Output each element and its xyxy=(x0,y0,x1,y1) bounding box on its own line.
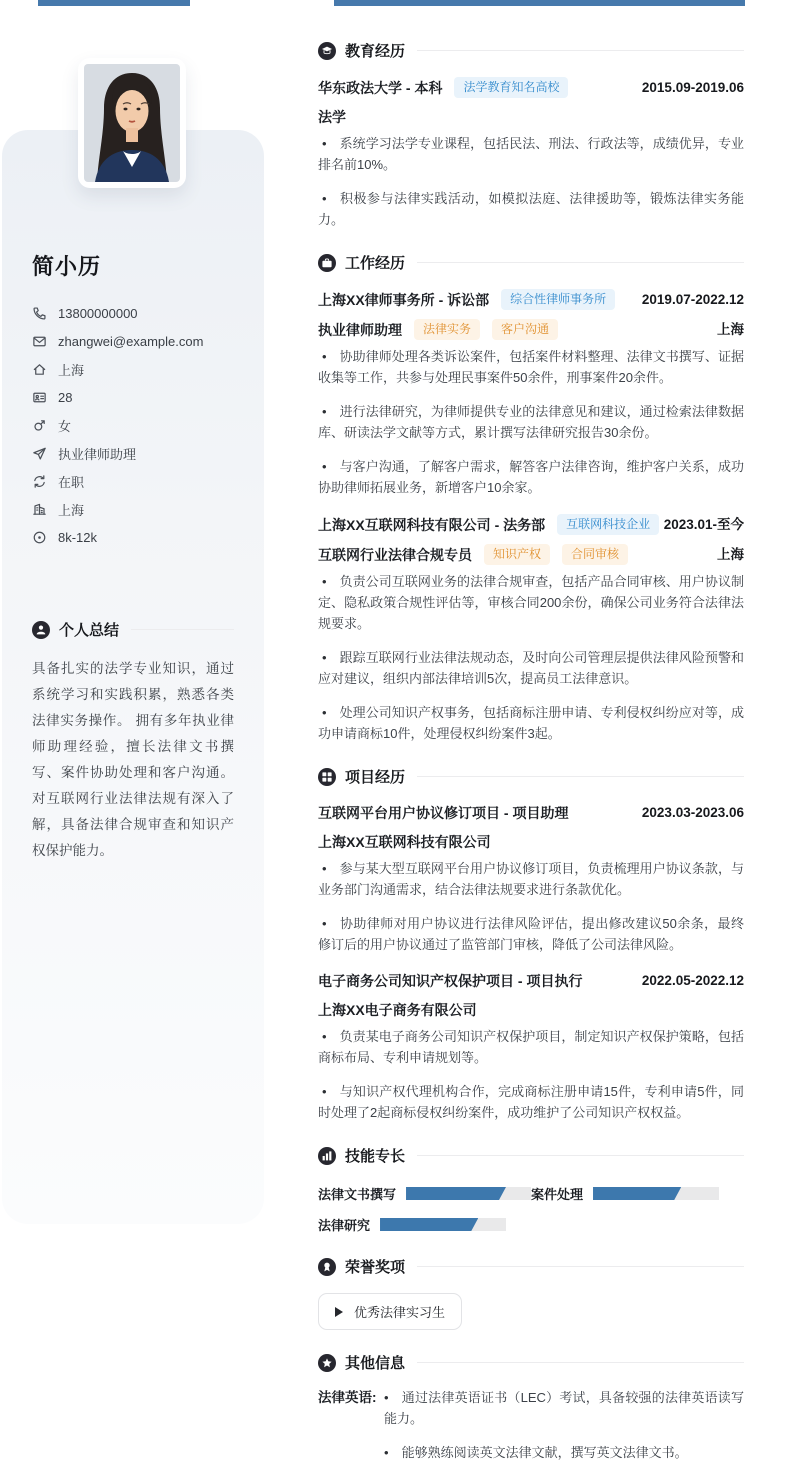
personal-summary-section xyxy=(32,619,234,864)
skills-grid xyxy=(318,1172,744,1234)
skill-item xyxy=(531,1184,744,1203)
skill-item xyxy=(318,1184,531,1203)
other-bullet: • 能够熟练阅读英文法律文献，撰写英文法律文书。 xyxy=(384,1442,744,1463)
contact-value: 8k-12k xyxy=(58,529,98,545)
work-bullet: • 进行法律研究，为律师提供专业的法律意见和建议，通过检索法律数据库、研读法学文献等方式，累计撰写法律研究报告30余份。 xyxy=(318,401,744,443)
contact-value: 女 xyxy=(58,418,72,434)
honor-item-button[interactable] xyxy=(318,1293,462,1330)
education-date: 2015.09-2019.06 xyxy=(641,79,744,95)
section-title: 荣誉奖项 xyxy=(345,1259,406,1276)
work-location: 上海 xyxy=(717,321,744,337)
skill-label: 案件处理 xyxy=(531,1187,584,1202)
skill-bar xyxy=(593,1187,719,1200)
contact-location xyxy=(32,355,234,383)
sidebar-accent-bar xyxy=(38,0,190,6)
other-info-row xyxy=(318,1387,744,1476)
grid-icon xyxy=(318,768,336,786)
work-bullet: • 负责公司互联网业务的法律合规审查，包括产品合同审核、用户协议制定、隐私政策合规性评估等，审核合同200余份，确保公司业务符合法律法规要求。 xyxy=(318,571,744,634)
contact-value: zhangwei@example.com xyxy=(58,333,204,349)
project-bullet: • 负责某电子商务公司知识产权保护项目，制定知识产权保护策略，包括商标布局、专利申请规划等。 xyxy=(318,1026,744,1068)
work-date: 2019.07-2022.12 xyxy=(641,291,744,307)
education-bullet: • 积极参与法律实践活动，如模拟法庭、法律援助等，锻炼法律实务能力。 xyxy=(318,188,744,230)
company-name: 上海XX互联网科技有限公司 - 法务部 xyxy=(318,516,546,533)
section-title: 其他信息 xyxy=(345,1355,406,1372)
contact-age xyxy=(32,383,234,411)
skill-bar-fill xyxy=(406,1187,506,1200)
section-divider xyxy=(417,1362,744,1363)
section-divider xyxy=(417,1155,744,1156)
contact-value: 13800000000 xyxy=(58,305,138,321)
contact-value: 在职 xyxy=(58,474,85,490)
project-bullet: • 参与某大型互联网平台用户协议修订项目，负责梳理用户协议条款，与业务部门沟通需求，结合法律法规要求进行条款优化。 xyxy=(318,858,744,900)
mail-icon xyxy=(32,334,47,349)
contact-job-intention xyxy=(32,439,234,467)
play-triangle-icon xyxy=(335,1307,343,1317)
section-divider xyxy=(417,1266,744,1267)
skill-bar xyxy=(406,1187,531,1200)
graduation-cap-icon xyxy=(318,42,336,60)
project-company: 上海XX互联网科技有限公司 xyxy=(318,834,491,850)
section-title: 教育经历 xyxy=(345,43,406,60)
education-bullet: • 系统学习法学专业课程，包括民法、刑法、行政法等，成绩优异，专业排名前10%。 xyxy=(318,133,744,175)
skill-bar-fill xyxy=(593,1187,681,1200)
other-bullet: • 通过法律英语证书（LEC）考试，具备较强的法律英语读写能力。 xyxy=(384,1387,744,1429)
home-icon xyxy=(32,362,47,377)
bar-chart-icon xyxy=(318,1147,336,1165)
section-divider xyxy=(131,629,234,630)
project-bullet: • 与知识产权代理机构合作，完成商标注册申请15件，专利申请5件，同时处理了2起商标侵权纠纷案件，成功维护了公司知识产权权益。 xyxy=(318,1081,744,1123)
work-bullet: • 跟踪互联网行业法律法规动态，及时向公司管理层提供法律风险预警和应对建议，组织内部法律培训5次，提高员工法律意识。 xyxy=(318,647,744,689)
section-title: 工作经历 xyxy=(345,255,406,272)
project-date: 2022.05-2022.12 xyxy=(641,973,744,988)
contact-city xyxy=(32,495,234,523)
gender-icon xyxy=(32,418,47,433)
skill-bar xyxy=(380,1218,506,1231)
skill-label: 法律研究 xyxy=(318,1218,371,1233)
briefcase-icon xyxy=(318,254,336,272)
person-icon xyxy=(32,621,50,639)
project-company: 上海XX电子商务有限公司 xyxy=(318,1002,477,1018)
other-info-bullets xyxy=(384,1387,744,1476)
resume-main-column xyxy=(318,0,744,1476)
contact-value: 上海 xyxy=(58,362,85,378)
work-entry xyxy=(318,514,744,744)
role-name: 互联网行业法律合规专员 xyxy=(318,546,472,563)
honors-section xyxy=(318,1256,744,1330)
contact-job-status xyxy=(32,467,234,495)
company-tag: 互联网科技企业 xyxy=(557,514,659,535)
project-name: 电子商务公司知识产权保护项目 - 项目执行 xyxy=(318,973,583,989)
company-name: 上海XX律师事务所 - 诉讼部 xyxy=(318,291,490,308)
major-name: 法学 xyxy=(318,109,346,125)
projects-section xyxy=(318,766,744,1123)
section-title: 项目经历 xyxy=(345,769,406,786)
project-name: 互联网平台用户协议修订项目 - 项目助理 xyxy=(318,805,569,821)
company-tag: 综合性律师事务所 xyxy=(501,289,615,310)
work-bullet: • 处理公司知识产权事务，包括商标注册申请、专利侵权纠纷应对等，成功申请商标10件，处理侵权纠纷案件3起。 xyxy=(318,702,744,744)
honor-label: 优秀法律实习生 xyxy=(354,1305,446,1320)
role-tag: 合同审核 xyxy=(562,544,628,565)
section-title: 个人总结 xyxy=(59,622,120,639)
work-location: 上海 xyxy=(717,546,744,562)
phone-icon xyxy=(32,306,47,321)
contact-list xyxy=(32,299,234,551)
summary-text: 具备扎实的法学专业知识，通过系统学习和实践积累，熟悉各类法律实务操作。 拥有多年执业律师助理经验，擅长法律文书撰写、案件协助处理和客户沟通。 对互联网行业法律法规有深入了解，具备法律合规审查和知识产权保护能力。 xyxy=(32,661,234,858)
candidate-name: 简小历 xyxy=(32,254,102,279)
contact-email xyxy=(32,327,234,355)
school-tag: 法学教育知名高校 xyxy=(454,77,568,98)
contact-value: 执业律师助理 xyxy=(58,446,137,462)
star-icon xyxy=(318,1354,336,1372)
salary-icon xyxy=(32,530,47,545)
project-entry xyxy=(318,803,744,955)
skill-label: 法律文书撰写 xyxy=(318,1187,397,1202)
role-name: 执业律师助理 xyxy=(318,321,402,338)
skill-bar-fill xyxy=(380,1218,478,1231)
profile-photo xyxy=(78,58,186,188)
contact-value: 28 xyxy=(58,389,73,405)
education-section xyxy=(318,40,744,230)
skills-section xyxy=(318,1145,744,1234)
project-entry xyxy=(318,971,744,1123)
contact-value: 上海 xyxy=(58,502,85,518)
city-icon xyxy=(32,502,47,517)
work-entry xyxy=(318,289,744,498)
work-bullet: • 与客户沟通，了解客户需求，解答客户法律咨询，维护客户关系，成功协助律师拓展业务，新增客户10余家。 xyxy=(318,456,744,498)
skill-item xyxy=(318,1215,531,1234)
project-bullet: • 协助律师对用户协议进行法律风险评估，提出修改建议50余条，最终修订后的用户协议通过了监管部门审核，降低了公司法律风险。 xyxy=(318,913,744,955)
section-title: 技能专长 xyxy=(345,1148,406,1165)
other-info-label: 法律英语: xyxy=(318,1390,377,1405)
other-info-section xyxy=(318,1352,744,1476)
work-date: 2023.01-至今 xyxy=(663,516,744,532)
project-date: 2023.03-2023.06 xyxy=(641,805,744,820)
position-icon xyxy=(32,446,47,461)
portrait-illustration xyxy=(84,64,180,182)
contact-gender xyxy=(32,411,234,439)
contact-phone xyxy=(32,299,234,327)
role-tag: 客户沟通 xyxy=(492,319,558,340)
status-icon xyxy=(32,474,47,489)
role-tag: 知识产权 xyxy=(484,544,550,565)
work-section xyxy=(318,252,744,744)
section-divider xyxy=(417,776,744,777)
school-name: 华东政法大学 - 本科 xyxy=(318,79,443,96)
role-tag: 法律实务 xyxy=(414,319,480,340)
section-divider xyxy=(417,50,744,51)
work-bullet: • 协助律师处理各类诉讼案件，包括案件材料整理、法律文书撰写、证据收集等工作，共参与处理民事案件50余件，刑事案件20余件。 xyxy=(318,346,744,388)
age-icon xyxy=(32,390,47,405)
contact-salary xyxy=(32,523,234,551)
medal-icon xyxy=(318,1258,336,1276)
section-divider xyxy=(417,262,744,263)
